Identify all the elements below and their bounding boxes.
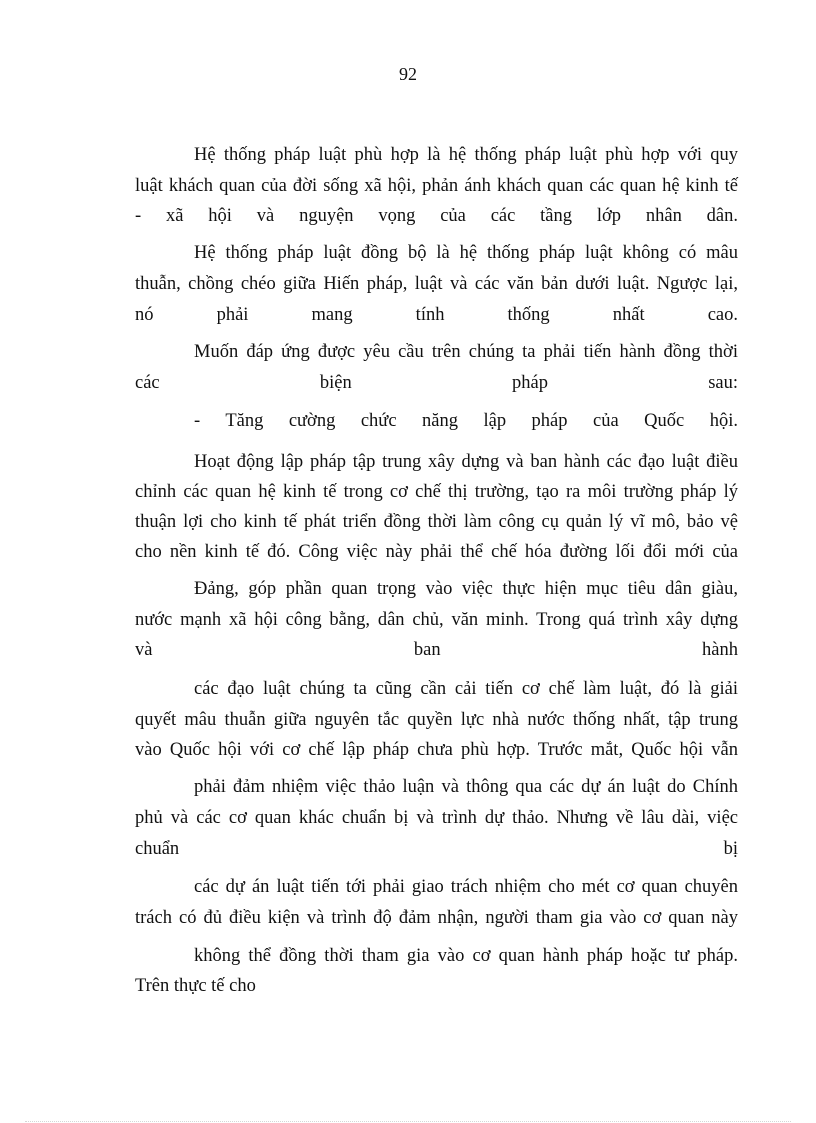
text-line-16: và ban hành <box>135 640 738 660</box>
text-line-13: cho nền kinh tế đó. Công việc này phải thể chế hóa đường lối đổi mới của <box>135 542 738 562</box>
text-line-20: phải đảm nhiệm việc thảo luận và thông qua các dự án luật do Chính <box>194 777 738 797</box>
text-line-7: Muốn đáp ứng được yêu cầu trên chúng ta phải tiến hành đồng thời <box>194 342 738 362</box>
text-line-4: Hệ thống pháp luật đồng bộ là hệ thống pháp luật không có mâu <box>194 243 738 263</box>
text-line-8: các biện pháp sau: <box>135 373 738 393</box>
text-line-19: vào Quốc hội với cơ chế lập pháp chưa phù hợp. Trước mắt, Quốc hội vẫn <box>135 740 738 760</box>
text-line-12: thuận lợi cho kinh tế phát triển đồng thời làm công cụ quản lý vĩ mô, bảo vệ <box>135 512 738 532</box>
text-line-25: không thể đồng thời tham gia vào cơ quan hành pháp hoặc tư pháp. <box>194 946 738 966</box>
text-line-11: chỉnh các quan hệ kinh tế trong cơ chế thị trường, tạo ra môi trường pháp lý <box>135 482 738 502</box>
text-line-23: các dự án luật tiến tới phải giao trách nhiệm cho mét cơ quan chuyên <box>194 877 738 897</box>
text-line-1: Hệ thống pháp luật phù hợp là hệ thống pháp luật phù hợp với quy <box>194 145 738 165</box>
page-number: 92 <box>399 64 417 84</box>
text-line-6: nó phải mang tính thống nhất cao. <box>135 305 738 325</box>
text-line-9: - Tăng cường chức năng lập pháp của Quốc hội. <box>194 411 738 431</box>
text-line-17: các đạo luật chúng ta cũng cần cải tiến cơ chế làm luật, đó là giải <box>194 679 738 699</box>
text-line-24: trách có đủ điều kiện và trình độ đảm nhận, người tham gia vào cơ quan này <box>135 908 738 928</box>
text-line-10: Hoạt động lập pháp tập trung xây dựng và ban hành các đạo luật điều <box>194 452 738 472</box>
text-line-21: phủ và các cơ quan khác chuẩn bị và trình dự thảo. Nhưng về lâu dài, việc <box>135 808 738 828</box>
text-line-5: thuẫn, chồng chéo giữa Hiến pháp, luật và các văn bản dưới luật. Ngược lại, <box>135 274 738 294</box>
page-bottom-edge <box>25 1121 791 1122</box>
text-line-3: - xã hội và nguyện vọng của các tầng lớp nhân dân. <box>135 206 738 226</box>
text-line-14: Đảng, góp phần quan trọng vào việc thực hiện mục tiêu dân giàu, <box>194 579 738 599</box>
text-line-26: Trên thực tế cho <box>135 976 256 996</box>
text-line-15: nước mạnh xã hội công bằng, dân chủ, văn minh. Trong quá trình xây dựng <box>135 610 738 630</box>
text-line-22: chuẩn bị <box>135 839 738 859</box>
text-line-2: luật khách quan của đời sống xã hội, phản ánh khách quan các quan hệ kinh tế <box>135 176 738 196</box>
text-line-18: quyết mâu thuẫn giữa nguyên tắc quyền lực nhà nước thống nhất, tập trung <box>135 710 738 730</box>
